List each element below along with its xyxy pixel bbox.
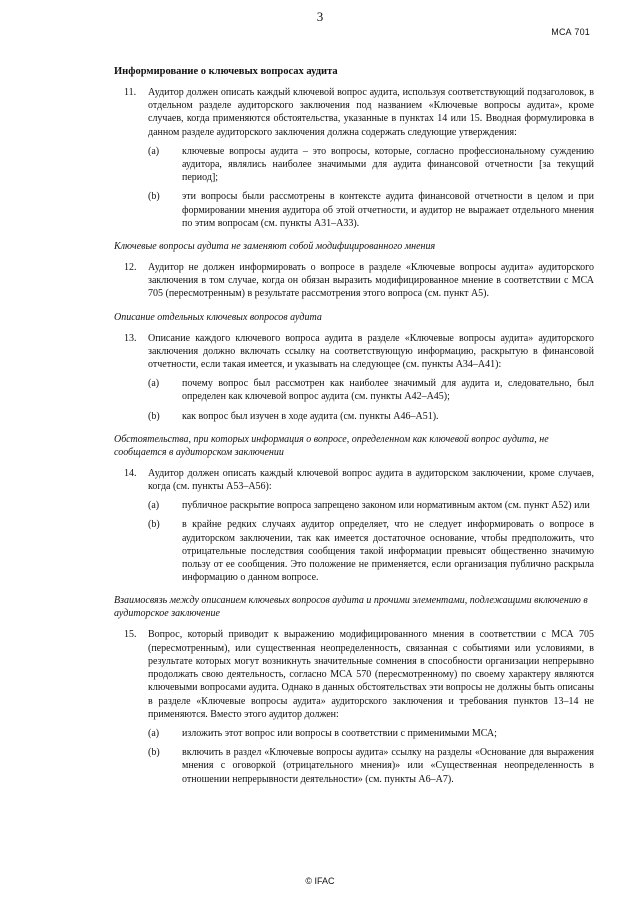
- paragraph-13: [114, 332, 594, 423]
- list-item-text: ключевые вопросы аудита – это вопросы, которые, согласно профессиональному суждению аудитора, являлись наиболее значимыми для аудита финансовой отчетности [за текущий период];: [182, 145, 594, 184]
- paragraph-text: Аудитор должен описать каждый ключевой вопрос аудита в аудиторском заключении, кроме случаев, когда (см. пункты А53–А56):: [148, 467, 594, 493]
- paragraph-11: [114, 86, 594, 230]
- list-item-text: публичное раскрытие вопроса запрещено законом или нормативным актом (см. пункт А52) или: [182, 500, 590, 512]
- list-item: [148, 499, 594, 512]
- list-item-label: (a): [148, 500, 160, 512]
- list-item: [148, 145, 594, 185]
- list-item-label: (a): [148, 378, 160, 390]
- paragraph-text: Вопрос, который приводит к выражению модифицированного мнения в соответствии с МСА 705 (пересмотренным), или существенная неопределенность, связанная с событиями или условиями, в результате которых могут возникнуть значительные сомнения в способности организации непрерывно продолжать свою деятельность, согласно МСА 570 (пересмотренному) по своему характеру являются ключевыми вопросами аудита. Однако в данных обстоятельствах эти вопросы не должны быть описаны в разделе «Ключевые вопросы аудита» аудиторского заключения и требования пунктов 13–14 не применяются. Вместо этого аудитор должен:: [148, 629, 594, 720]
- list-item-label: (a): [148, 145, 160, 157]
- list-item-text: эти вопросы были рассмотрены в контексте аудита финансовой отчетности в целом и при формировании мнения аудитора об этой отчетности, и аудитор не выражает отдельного мнения по этим вопросам (см. пункты А31–А33).: [182, 191, 594, 229]
- page-number: 3: [316, 9, 324, 24]
- list-item: [148, 190, 594, 230]
- list-item-label: (b): [148, 410, 160, 422]
- list-item-text: изложить этот вопрос или вопросы в соответствии с применимыми МСА;: [182, 727, 497, 739]
- list-item-label: (b): [148, 747, 160, 759]
- list-item-text: как вопрос был изучен в ходе аудита (см. пункты А46–А51).: [182, 410, 439, 422]
- paragraph-text: Аудитор не должен информировать о вопросе в разделе «Ключевые вопросы аудита» аудиторского заключения в том случае, когда он обязан выразить модифицированное мнение в соответствии с МСА 705 (пересмотренным) в результате рассмотрения этого вопроса (см. пункт А5).: [148, 262, 594, 300]
- document-body: [114, 66, 594, 792]
- paragraph-12: [114, 261, 594, 301]
- list-item: [148, 377, 594, 403]
- paragraph-number: 12.: [124, 262, 137, 274]
- list-item-text: в крайне редких случаях аудитор определяет, что не следует информировать о вопросе в аудиторском заключении, так как имеется достаточное основание, чтобы предположить, что отрицательные последствия сообщения такой информации превысят общественно значимую пользу от ее сообщения. Это положение не применяется, если организация публично раскрыла информацию о данном вопросе.: [182, 519, 594, 584]
- paragraph-number: 13.: [124, 332, 137, 344]
- list-item-label: (b): [148, 519, 160, 531]
- paragraph-14: [114, 467, 594, 585]
- subsection-heading: Ключевые вопросы аудита не заменяют собой модифицированного мнения: [114, 241, 436, 253]
- paragraph-number: 15.: [124, 629, 137, 641]
- list-item: [148, 518, 594, 584]
- standard-code: МСА 701: [551, 27, 590, 37]
- paragraph-number: 11.: [124, 87, 137, 98]
- copyright-footer: © IFAC: [305, 876, 335, 886]
- list-item-label: (a): [148, 727, 160, 739]
- paragraph-text: Описание каждого ключевого вопроса аудита в разделе «Ключевые вопросы аудита» аудиторского заключения должно включать ссылку на соответствующую информацию, раскрытую в финансовой отчетности, если такая имеется, и указывать на следующее (см. пункты А34–А41):: [148, 332, 594, 371]
- list-item-label: (b): [148, 191, 160, 203]
- subsection-heading: Описание отдельных ключевых вопросов аудита: [114, 311, 322, 323]
- paragraph-number: 14.: [124, 467, 137, 479]
- subsection-heading: Обстоятельства, при которых информация о вопросе, определенном как ключевой вопрос аудита, не сообщается в аудиторском заключении: [114, 433, 549, 458]
- list-item: [148, 727, 594, 740]
- paragraph-15: [114, 628, 594, 785]
- list-item-text: включить в раздел «Ключевые вопросы аудита» ссылку на разделы «Основание для выражения мнения с оговоркой (отрицательного мнения)» или «Существенная неопределенность в отношении непрерывности деятельности» (см. пункты А6–А7).: [182, 747, 594, 785]
- list-item-text: почему вопрос был рассмотрен как наиболее значимый для аудита и, следовательно, был определен как ключевой вопрос аудита (см. пункты А42–А45);: [182, 378, 594, 403]
- subsection-heading: Взаимосвязь между описанием ключевых вопросов аудита и прочими элементами, подлежащими включению в аудиторское заключение: [114, 595, 588, 620]
- paragraph-text: Аудитор должен описать каждый ключевой вопрос аудита, используя соответствующий подзаголовок, в отдельном разделе аудиторского заключения под названием «Ключевые вопросы аудита», кроме случаев, когда применяются обстоятельства, указанные в пунктах 14 или 15. Вводная формулировка в данном разделе аудиторского заключения должна содержать следующие утверждения:: [148, 87, 594, 138]
- list-item: [148, 746, 594, 786]
- list-item: [148, 410, 594, 423]
- section-heading: Информирование о ключевых вопросах аудита: [114, 66, 338, 77]
